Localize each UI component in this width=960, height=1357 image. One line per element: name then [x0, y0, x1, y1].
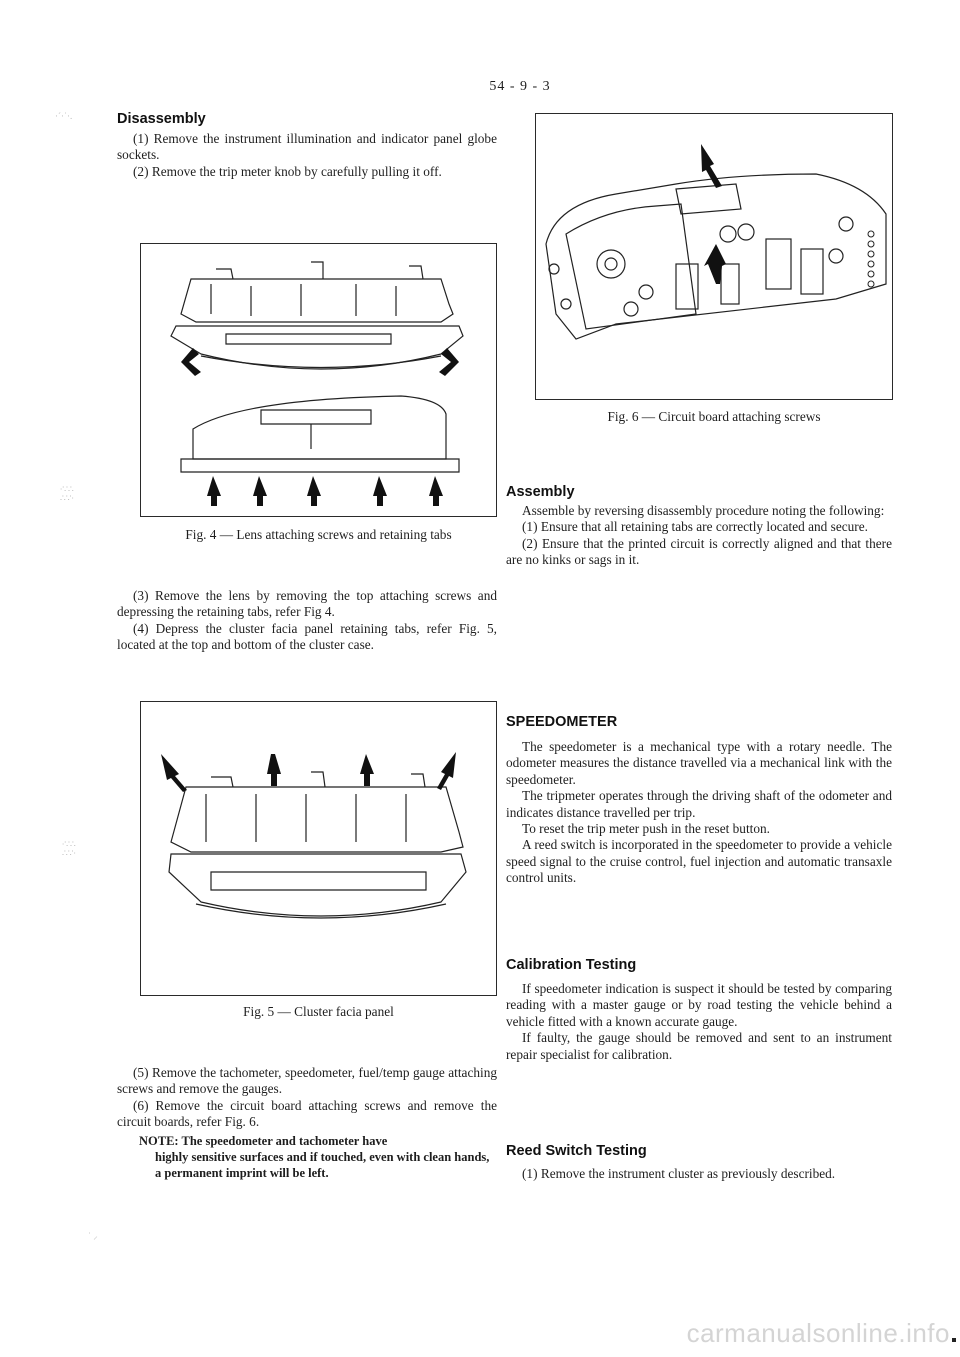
reed-switch-heading: Reed Switch Testing: [506, 1143, 647, 1159]
fig6-caption: Fig. 6 — Circuit board attaching screws: [607, 409, 821, 424]
disassembly-step-5: (5) Remove the tachometer, speedometer, fuel/temp gauge attaching screws and remove the gauges.: [117, 1065, 497, 1097]
figure-5: [140, 701, 497, 996]
watermark: carmanualsonline.info: [686, 1318, 950, 1348]
sensitivity-note: [117, 1133, 497, 1181]
note-body: highly sensitive surfaces and if touched, even with clean hands, a permanent imprint will be left.: [155, 1150, 490, 1180]
disassembly-steps-1-2: [117, 131, 497, 180]
disassembly-step-3: (3) Remove the lens by removing the top attaching screws and depressing the retaining tabs, refer Fig 4.: [117, 588, 497, 620]
fig5-caption: Fig. 5 — Cluster facia panel: [243, 1004, 394, 1019]
assembly-text: [506, 503, 892, 569]
cluster-facia-illustration: [141, 702, 495, 993]
figure-4: [140, 243, 497, 517]
speedometer-text: [506, 739, 892, 887]
margin-speck: ·´·˙·.: [55, 111, 73, 121]
speedometer-p4: A reed switch is incorporated in the speedometer to provide a vehicle speed signal to the cruise control, fuel injection and automatic transaxle control units.: [506, 837, 892, 886]
disassembly-step-6: (6) Remove the circuit board attaching screws and remove the circuit boards, refer Fig. 6.: [117, 1097, 497, 1130]
page-number: 54 - 9 - 3: [489, 79, 551, 94]
speedometer-p1: The speedometer is a mechanical type with a rotary needle. The odometer measures the distance travelled via a mechanical link with the speedometer.: [506, 739, 892, 787]
speedometer-p3: To reset the trip meter push in the reset button.: [522, 821, 770, 837]
calibration-heading: Calibration Testing: [506, 957, 637, 973]
reed-switch-text: [506, 1166, 892, 1182]
arrow-markers: [181, 348, 459, 506]
margin-speck: ∙∵∴ ∴∵∙: [62, 839, 76, 858]
calibration-p2: If faulty, the gauge should be removed and sent to an instrument repair specialist for calibration.: [506, 1030, 892, 1062]
disassembly-step-1: (1) Remove the instrument illumination and indicator panel globe sockets.: [117, 131, 497, 163]
fig4-caption: Fig. 4 — Lens attaching screws and retaining tabs: [185, 527, 452, 542]
disassembly-steps-5-6: [117, 1065, 497, 1131]
margin-speck: ˙ ⸝: [88, 1231, 98, 1241]
arrow-markers: [161, 752, 456, 792]
disassembly-step-2: (2) Remove the trip meter knob by carefully pulling it off.: [133, 163, 442, 179]
cluster-lens-illustration: [141, 244, 495, 514]
assembly-heading: Assembly: [506, 484, 575, 500]
disassembly-heading: Disassembly: [117, 111, 206, 127]
circuit-board-illustration: [536, 114, 891, 397]
page-dot: [952, 1338, 956, 1342]
disassembly-step-4: (4) Depress the cluster facia panel retaining tabs, refer Fig. 5, located at the top and bottom of the cluster case.: [117, 620, 497, 653]
assembly-step-1: (1) Ensure that all retaining tabs are correctly located and secure.: [522, 519, 868, 535]
arrow-markers: [701, 144, 726, 284]
calibration-text: [506, 981, 892, 1063]
disassembly-steps-3-4: [117, 588, 497, 654]
margin-speck: ∙∵∴ ∴∵∙: [60, 484, 74, 503]
figure-6: [535, 113, 893, 400]
assembly-step-2: (2) Ensure that the printed circuit is correctly aligned and that there are no kinks or sags in it.: [506, 535, 892, 568]
reed-switch-p1: (1) Remove the instrument cluster as previously described.: [522, 1166, 836, 1181]
note-lead: NOTE: The speedometer and tachometer have: [139, 1134, 388, 1148]
calibration-p1: If speedometer indication is suspect it should be tested by comparing reading with a master gauge or by road testing the vehicle behind a vehicle fitted with a known accurate gauge.: [506, 981, 892, 1029]
assembly-intro: Assemble by reversing disassembly procedure noting the following:: [522, 503, 885, 518]
speedometer-heading: SPEEDOMETER: [506, 714, 618, 730]
speedometer-p2: The tripmeter operates through the driving shaft of the odometer and indicates distance travelled per trip.: [506, 788, 892, 820]
